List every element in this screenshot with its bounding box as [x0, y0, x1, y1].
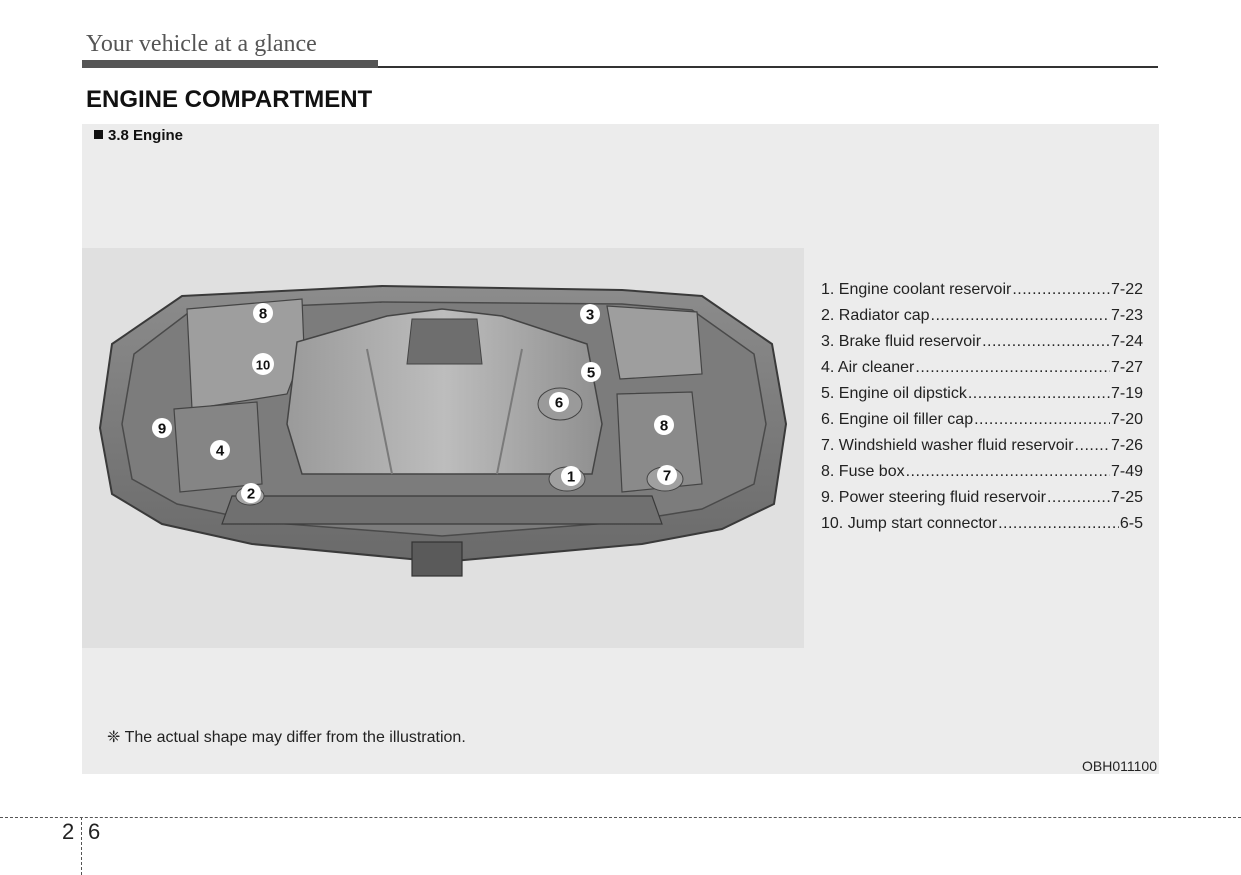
- header-rule-accent: [82, 60, 378, 68]
- legend-item-page-ref: 6-5: [1119, 515, 1143, 532]
- svg-text:7: 7: [662, 467, 672, 485]
- legend-item-leader-dots: [906, 463, 1110, 481]
- callout-8-right: [654, 415, 674, 435]
- legend-item: [821, 385, 1143, 411]
- page-number: 6: [88, 819, 101, 844]
- legend-item-label: 10. Jump start connector: [821, 515, 998, 532]
- legend-item: [821, 437, 1143, 463]
- section-header: Your vehicle at a glance: [86, 31, 317, 57]
- legend-item-label: 3. Brake fluid reservoir: [821, 333, 982, 350]
- legend-item-leader-dots: [915, 359, 1110, 377]
- disclaimer-note: ❈ The actual shape may differ from the illustration.: [107, 729, 466, 746]
- callout-4: [210, 440, 230, 460]
- legend-item-leader-dots: [931, 307, 1110, 325]
- legend-item-label: 7. Windshield washer fluid reservoir: [821, 437, 1074, 454]
- legend-item-label: 9. Power steering fluid reservoir: [821, 489, 1046, 506]
- callout-1: [561, 466, 581, 486]
- legend-item-page-ref: 7-25: [1110, 489, 1143, 506]
- legend-item-page-ref: 7-22: [1110, 281, 1143, 298]
- legend-item-page-ref: 7-26: [1110, 437, 1143, 454]
- legend-item-leader-dots: [974, 411, 1110, 429]
- svg-text:6: 6: [554, 394, 564, 412]
- svg-text:8: 8: [659, 417, 669, 435]
- legend-item-leader-dots: [982, 333, 1110, 351]
- legend-item-label: 5. Engine oil dipstick: [821, 385, 967, 402]
- legend-item-page-ref: 7-19: [1110, 385, 1143, 402]
- legend-item-label: 2. Radiator cap: [821, 307, 930, 324]
- legend-item-label: 8. Fuse box: [821, 463, 905, 480]
- svg-text:10: 10: [255, 357, 271, 373]
- svg-text:3: 3: [585, 306, 595, 324]
- footer-divider: [81, 817, 82, 875]
- figure-label-text: 3.8 Engine: [108, 127, 184, 144]
- page-title: ENGINE COMPARTMENT: [86, 86, 373, 113]
- callout-9: [152, 418, 172, 438]
- legend-item-page-ref: 7-20: [1110, 411, 1143, 428]
- page-chapter-number: 2: [62, 819, 75, 844]
- legend-item-leader-dots: [968, 385, 1110, 403]
- legend-item-leader-dots: [1075, 437, 1110, 455]
- legend: [821, 281, 1143, 541]
- legend-item: [821, 333, 1143, 359]
- legend-item: [821, 489, 1143, 515]
- callout-3: [580, 304, 600, 324]
- svg-text:5: 5: [586, 364, 596, 382]
- engine-compartment-illustration: [82, 124, 804, 648]
- legend-item-page-ref: 7-27: [1110, 359, 1143, 376]
- legend-item: [821, 411, 1143, 437]
- svg-text:2: 2: [246, 485, 256, 503]
- figure-panel: [82, 124, 1159, 774]
- legend-item: [821, 463, 1143, 489]
- figure-code: OBH011100: [1082, 758, 1157, 774]
- legend-item-label: 6. Engine oil filler cap: [821, 411, 974, 428]
- callout-6: [549, 392, 569, 412]
- legend-item-leader-dots: [1012, 281, 1110, 299]
- legend-item-label: 4. Air cleaner: [821, 359, 915, 376]
- legend-item: [821, 359, 1143, 385]
- legend-item: [821, 515, 1143, 541]
- svg-text:1: 1: [566, 468, 576, 486]
- legend-item-page-ref: 7-24: [1110, 333, 1143, 350]
- svg-text:4: 4: [215, 442, 225, 460]
- legend-item-leader-dots: [1047, 489, 1110, 507]
- callout-8-left: [253, 303, 273, 323]
- callout-7: [657, 465, 677, 485]
- footer-rule: [0, 817, 1241, 818]
- legend-item-page-ref: 7-23: [1110, 307, 1143, 324]
- svg-text:8: 8: [258, 305, 268, 323]
- callout-10: [252, 353, 274, 375]
- legend-item-leader-dots: [998, 515, 1119, 533]
- legend-item-page-ref: 7-49: [1110, 463, 1143, 480]
- callout-2: [241, 483, 261, 503]
- legend-item: [821, 307, 1143, 333]
- legend-item-label: 1. Engine coolant reservoir: [821, 281, 1012, 298]
- legend-item: [821, 281, 1143, 307]
- svg-text:9: 9: [157, 420, 167, 438]
- callout-5: [581, 362, 601, 382]
